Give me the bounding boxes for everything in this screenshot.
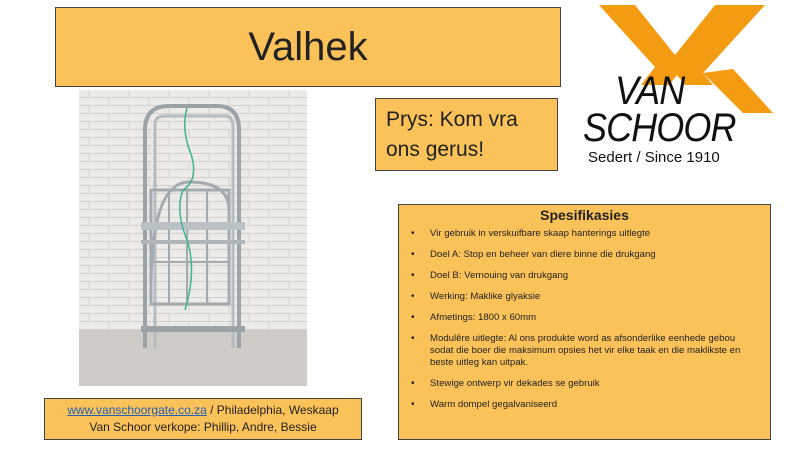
- price-box: [375, 98, 558, 171]
- contact-footer: [44, 398, 362, 440]
- van-schoor-logo: [583, 3, 795, 173]
- spec-item: • Vir gebruik in verskuifbare skaap hanterings uitlegte: [409, 228, 760, 240]
- logo-text-schoor: SCHOOR: [583, 106, 736, 150]
- title-box: [55, 7, 561, 87]
- website-link[interactable]: www.vanschoorgate.co.za: [67, 403, 207, 417]
- spec-item: • Warm dompel gegalvaniseerd: [409, 399, 760, 411]
- logo-since-text: Sedert / Since 1910: [588, 149, 720, 166]
- footer-line-1: [45, 402, 361, 419]
- logo-text-van: VAN: [615, 69, 685, 113]
- spec-item: • Stewige ontwerp vir dekades se gebruik: [409, 378, 760, 390]
- spec-item: • Afmetings: 1800 x 60mm: [409, 312, 760, 324]
- specs-list: [409, 228, 760, 411]
- page-title: Valhek: [248, 24, 368, 69]
- spec-item: • Doel A: Stop en beheer van diere binne die drukgang: [409, 249, 760, 261]
- specifications-box: [398, 204, 771, 440]
- spec-item: • Werking: Maklike glyaksie: [409, 291, 760, 303]
- spec-item: • Doel B: Vernouing van drukgang: [409, 270, 760, 282]
- price-line-2: ons gerus!: [386, 138, 485, 161]
- specs-heading: Spesifikasies: [540, 207, 629, 223]
- footer-location: / Philadelphia, Weskaap: [206, 403, 339, 417]
- spec-item: • Modulêre uitlegte: Al ons produkte word as afsonderlike eenhede gebou sodat die boer die maksimum opsies het vir elke taak en die maklikste en beste uitleg kan uitpak.: [409, 333, 760, 369]
- footer-agents: Van Schoor verkope: Phillip, Andre, Bessie: [89, 420, 317, 434]
- product-photo: [79, 90, 307, 386]
- price-line-1: Prys: Kom vra: [386, 108, 518, 131]
- gate-image-icon: [79, 90, 307, 386]
